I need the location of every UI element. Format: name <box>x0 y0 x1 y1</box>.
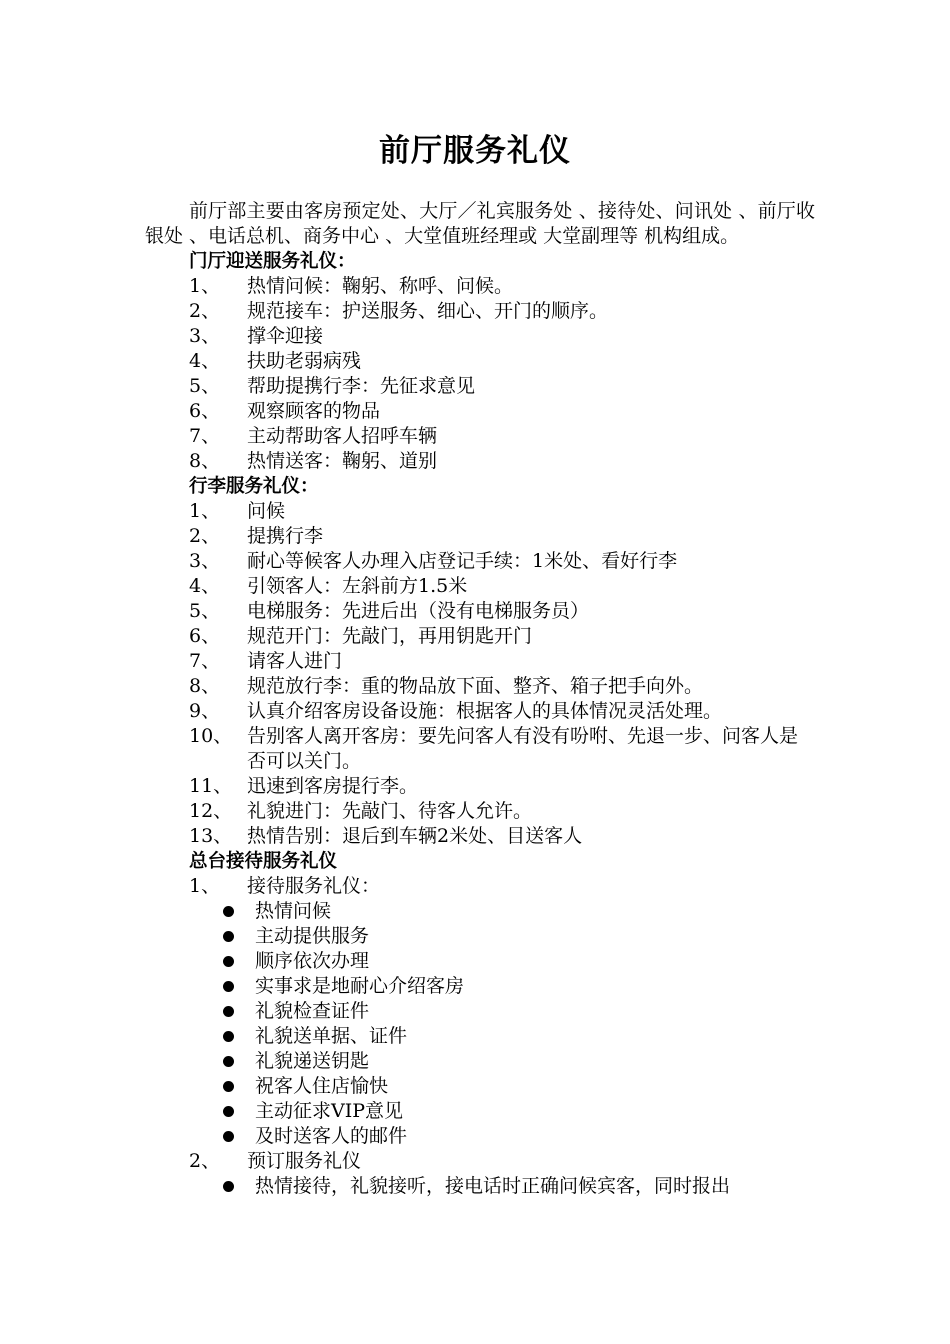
item-number: 6、 <box>189 400 221 422</box>
list-item <box>145 324 815 349</box>
numbered-list <box>145 1149 815 1174</box>
item-number: 1、 <box>189 875 221 897</box>
bullet-dot-icon <box>223 1031 234 1042</box>
bullet-item <box>145 999 815 1024</box>
bullet-item <box>145 899 815 924</box>
item-text: 耐心等候客人办理入店登记手续：1米处、看好行李 <box>247 550 678 572</box>
list-item <box>145 574 815 599</box>
item-number: 4、 <box>189 350 221 372</box>
item-text: 撑伞迎接 <box>247 325 324 347</box>
list-item <box>145 299 815 324</box>
bullet-dot-icon <box>223 1106 234 1117</box>
bullet-item <box>145 1049 815 1074</box>
bullet-text: 祝客人住店愉快 <box>255 1075 389 1097</box>
item-number: 8、 <box>189 675 221 697</box>
list-item <box>145 699 815 724</box>
item-text: 帮助提携行李：先征求意见 <box>247 375 476 397</box>
item-text: 热情送客：鞠躬、道别 <box>247 450 438 472</box>
list-item <box>145 349 815 374</box>
bullet-text: 顺序依次办理 <box>255 950 370 972</box>
item-text: 请客人进门 <box>247 650 343 672</box>
bullet-text: 及时送客人的邮件 <box>255 1125 408 1147</box>
item-text: 热情告别：退后到车辆2米处、目送客人 <box>247 825 583 847</box>
item-text: 热情问候：鞠躬、称呼、问候。 <box>247 275 514 297</box>
item-number: 3、 <box>189 550 221 572</box>
item-number: 3、 <box>189 325 221 347</box>
bullet-text: 主动提供服务 <box>255 925 370 947</box>
numbered-list <box>145 874 815 899</box>
list-item <box>145 399 815 424</box>
bullet-text: 主动征求VIP意见 <box>255 1100 404 1122</box>
item-number: 6、 <box>189 625 221 647</box>
bullet-item <box>145 1024 815 1049</box>
item-number: 8、 <box>189 450 221 472</box>
section-heading: 门厅迎送服务礼仪： <box>189 251 356 272</box>
item-text: 规范接车：护送服务、细心、开门的顺序。 <box>247 300 609 322</box>
bullet-dot-icon <box>223 1131 234 1142</box>
item-number: 9、 <box>189 700 221 722</box>
intro-paragraph: 前厅部主要由客房预定处、大厅／礼宾服务处 、接待处、问讯处 、前厅收银处 、电话总机、商务中心 、大堂值班经理或 大堂副理等 机构组成。 <box>145 200 815 247</box>
bullet-dot-icon <box>223 956 234 967</box>
bullet-text: 礼貌送单据、证件 <box>255 1025 408 1047</box>
item-number: 11、 <box>189 775 233 797</box>
bullet-item <box>145 1074 815 1099</box>
list-item <box>145 424 815 449</box>
bullet-text: 热情接待，礼貌接听，接电话时正确问候宾客，同时报出 <box>255 1175 731 1197</box>
item-number: 4、 <box>189 575 221 597</box>
bullet-text: 礼貌递送钥匙 <box>255 1050 370 1072</box>
item-number: 1、 <box>189 275 221 297</box>
item-number: 10、 <box>189 725 233 747</box>
list-item <box>145 724 815 774</box>
page-title: 前厅服务礼仪 <box>379 133 571 169</box>
section-heading: 行李服务礼仪： <box>189 476 319 497</box>
list-item <box>145 874 815 899</box>
document-body <box>145 199 815 1199</box>
section-heading: 总台接待服务礼仪 <box>189 851 338 872</box>
list-item <box>145 449 815 474</box>
item-number: 7、 <box>189 425 221 447</box>
bullet-dot-icon <box>223 1181 234 1192</box>
bullet-item <box>145 1174 815 1199</box>
list-item <box>145 499 815 524</box>
item-text: 问候 <box>247 500 286 522</box>
bullet-item <box>145 949 815 974</box>
list-item <box>145 374 815 399</box>
item-number: 1、 <box>189 500 221 522</box>
item-number: 2、 <box>189 1150 221 1172</box>
bullet-text: 实事求是地耐心介绍客房 <box>255 975 465 997</box>
item-text: 礼貌进门：先敲门、待客人允许。 <box>247 800 533 822</box>
item-number: 7、 <box>189 650 221 672</box>
list-item <box>145 799 815 824</box>
item-text: 接待服务礼仪： <box>247 875 381 897</box>
item-text: 引领客人：左斜前方1.5米 <box>247 575 468 597</box>
list-item <box>145 1149 815 1174</box>
list-item <box>145 774 815 799</box>
list-item <box>145 524 815 549</box>
bullet-dot-icon <box>223 1056 234 1067</box>
bullet-dot-icon <box>223 1006 234 1017</box>
list-item <box>145 674 815 699</box>
item-number: 2、 <box>189 525 221 547</box>
bullet-item <box>145 924 815 949</box>
item-text: 认真介绍客房设备设施：根据客人的具体情况灵活处理。 <box>247 700 723 722</box>
bullet-list <box>145 1174 815 1199</box>
item-text: 告别客人离开客房：要先问客人有没有吩咐、先退一步、问客人是否可以关门。 <box>247 725 799 772</box>
bullet-item <box>145 1124 815 1149</box>
item-text: 扶助老弱病残 <box>247 350 362 372</box>
bullet-dot-icon <box>223 1081 234 1092</box>
bullet-item <box>145 974 815 999</box>
list-item <box>145 274 815 299</box>
item-text: 电梯服务：先进后出（没有电梯服务员） <box>247 600 590 622</box>
bullet-text: 礼貌检查证件 <box>255 1000 370 1022</box>
item-text: 预订服务礼仪 <box>247 1150 362 1172</box>
item-text: 提携行李 <box>247 525 324 547</box>
bullet-list <box>145 899 815 1149</box>
list-item <box>145 649 815 674</box>
item-text: 规范放行李：重的物品放下面、整齐、箱子把手向外。 <box>247 675 704 697</box>
item-text: 主动帮助客人招呼车辆 <box>247 425 438 447</box>
list-item <box>145 549 815 574</box>
item-text: 迅速到客房提行李。 <box>247 775 419 797</box>
list-item <box>145 624 815 649</box>
item-number: 13、 <box>189 825 233 847</box>
list-item <box>145 824 815 849</box>
bullet-text: 热情问候 <box>255 900 332 922</box>
item-number: 12、 <box>189 800 233 822</box>
item-number: 5、 <box>189 375 221 397</box>
numbered-list <box>145 499 815 849</box>
bullet-dot-icon <box>223 906 234 917</box>
bullet-item <box>145 1099 815 1124</box>
item-number: 2、 <box>189 300 221 322</box>
numbered-list <box>145 274 815 474</box>
bullet-dot-icon <box>223 981 234 992</box>
bullet-dot-icon <box>223 931 234 942</box>
item-number: 5、 <box>189 600 221 622</box>
item-text: 观察顾客的物品 <box>247 400 381 422</box>
list-item <box>145 599 815 624</box>
item-text: 规范开门：先敲门，再用钥匙开门 <box>247 625 533 647</box>
